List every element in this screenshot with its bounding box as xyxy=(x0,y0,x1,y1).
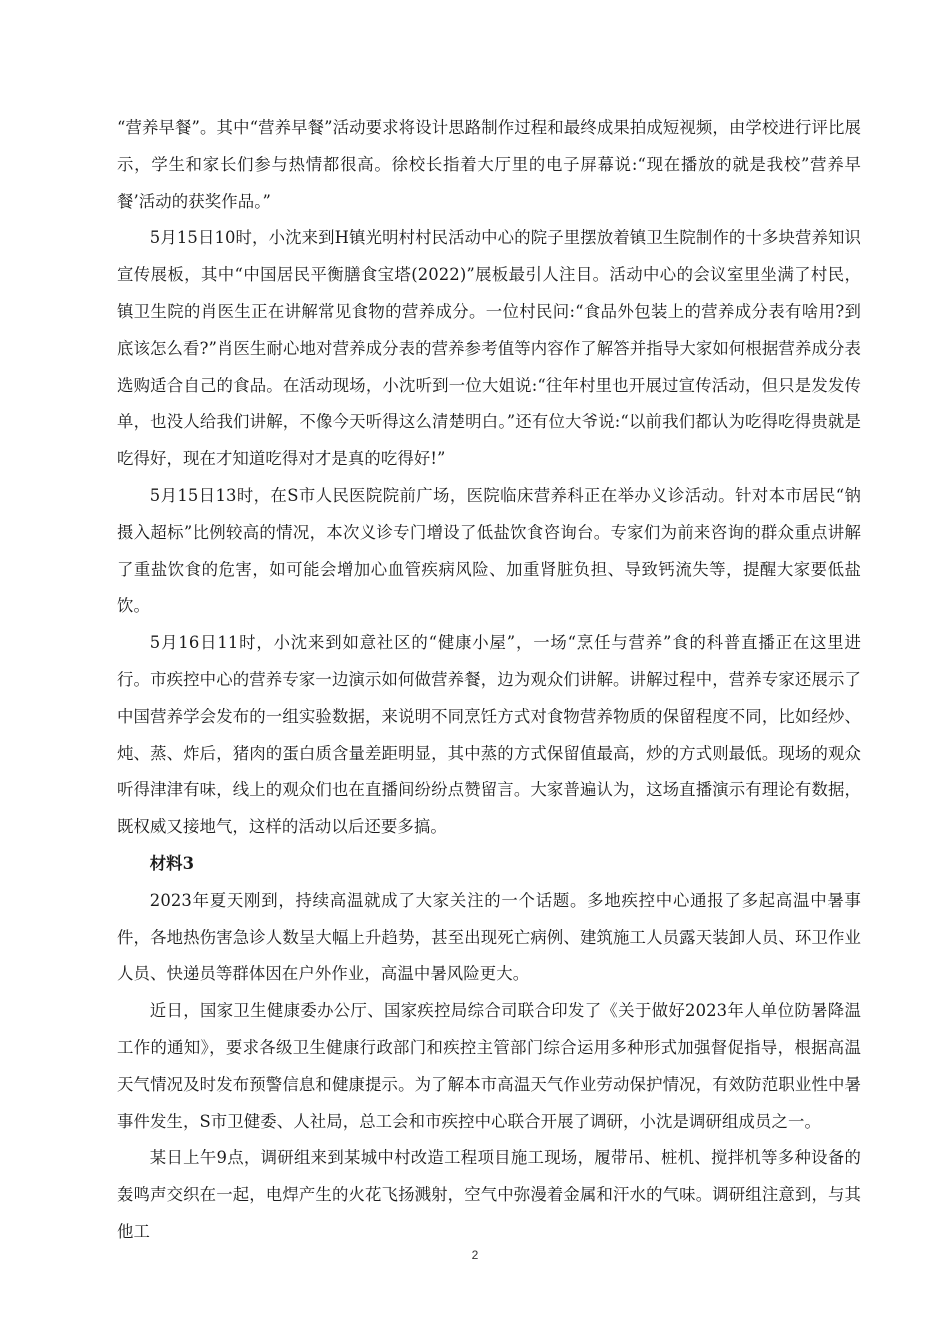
section-heading: 材料3 xyxy=(149,853,194,873)
paragraph-site-visit: 某日上午9点，调研组来到某城中村改造工程项目施工现场，履带吊、桩机、搅拌机等多种设备的轰鸣声交织在一起，电焊产生的火花飞扬溅射，空气中弥漫着金属和汗水的气味。调研组注意到，与其他工 xyxy=(117,1148,861,1241)
paragraph-heatwave: 2023年夏天刚到，持续高温就成了大家关注的一个话题。多地疾控中心通报了多起高温中暑事件，各地热伤害急诊人数呈大幅上升趋势，甚至出现死亡病例、建筑施工人员露天装卸人员、环卫作业人员、快递员等群体因在户外作业，高温中暑风险更大。 xyxy=(117,890,861,984)
paragraph-continued: “营养早餐”。其中“营养早餐”活动要求将设计思路制作过程和最终成果拍成短视频，由学校进行评比展示，学生和家长们参与热情都很高。徐校长指着大厅里的电子屏幕说:“现在播放的就是我校”营养早餐’活动的获奖作品。” xyxy=(117,118,861,211)
paragraph-village-event: 5月15日10时，小沈来到H镇光明村村民活动中心的院子里摆放着镇卫生院制作的十多块营养知识宣传展板，其中“中国居民平衡膳食宝塔(2022)”展板最引人注目。活动中心的会议室里坐满了村民，镇卫生院的肖医生正在讲解常见食物的营养成分。一位村民问:“食品外包装上的营养成分表有啥用?到底该怎么看?”肖医生耐心地对营养成分表的营养参考值等内容作了解答并指导大家如何根据营养成分表选购适合自己的食品。在活动现场，小沈听到一位大姐说:“往年村里也开展过宣传活动，但只是发发传单，也没人给我们讲解，不像今天听得这么清楚明白。”还有位大爷说:“以前我们都认为吃得吃得贵就是吃得好，现在才知道吃得对才是真的吃得好!” xyxy=(117,228,861,469)
paragraph-notice: 近日，国家卫生健康委办公厅、国家疾控局综合司联合印发了《关于做好2023年人单位防暑降温工作的通知》，要求各级卫生健康行政部门和疾控主管部门综合运用多种形式加强督促指导，根据高温天气情况及时发布预警信息和健康提示。为了解本市高温天气作业劳动保护情况，有效防范职业性中暑事件发生，S市卫健委、人社局，总工会和市疾控中心联合开展了调研，小沈是调研组成员之一。 xyxy=(117,1001,861,1131)
paragraph-community-livestream: 5月16日11时，小沈来到如意社区的“健康小屋”，一场“烹任与营养”食的科普直播正在这里进行。市疾控中心的营养专家一边演示如何做营养餐，边为观众们讲解。讲解过程中，营养专家还展示了中国营养学会发布的一组实验数据，来说明不同烹饪方式对食物营养物质的保留程度不同，比如经炒、炖、蒸、炸后，猪肉的蛋白质含量差距明显，其中蒸的方式保留值最高，炒的方式则最低。现场的观众听得津津有味，线上的观众们也在直播间纷纷点赞留言。大家普遍认为，这场直播演示有理论有数据，既权威又接地气，这样的活动以后还要多搞。 xyxy=(117,633,861,837)
page-number: 2 xyxy=(471,1248,479,1262)
document-body xyxy=(117,110,861,1251)
paragraph-hospital-clinic: 5月15日13时，在S市人民医院院前广场，医院临床营养科正在举办义诊活动。针对本市居民“钠摄入超标”比例较高的情况，本次义诊专门增设了低盐饮食咨询台。专家们为前来咨询的群众重点讲解了重盐饮食的危害，如可能会增加心血管疾病风险、加重肾脏负担、导致钙流失等，提醒大家要低盐饮。 xyxy=(117,485,861,616)
